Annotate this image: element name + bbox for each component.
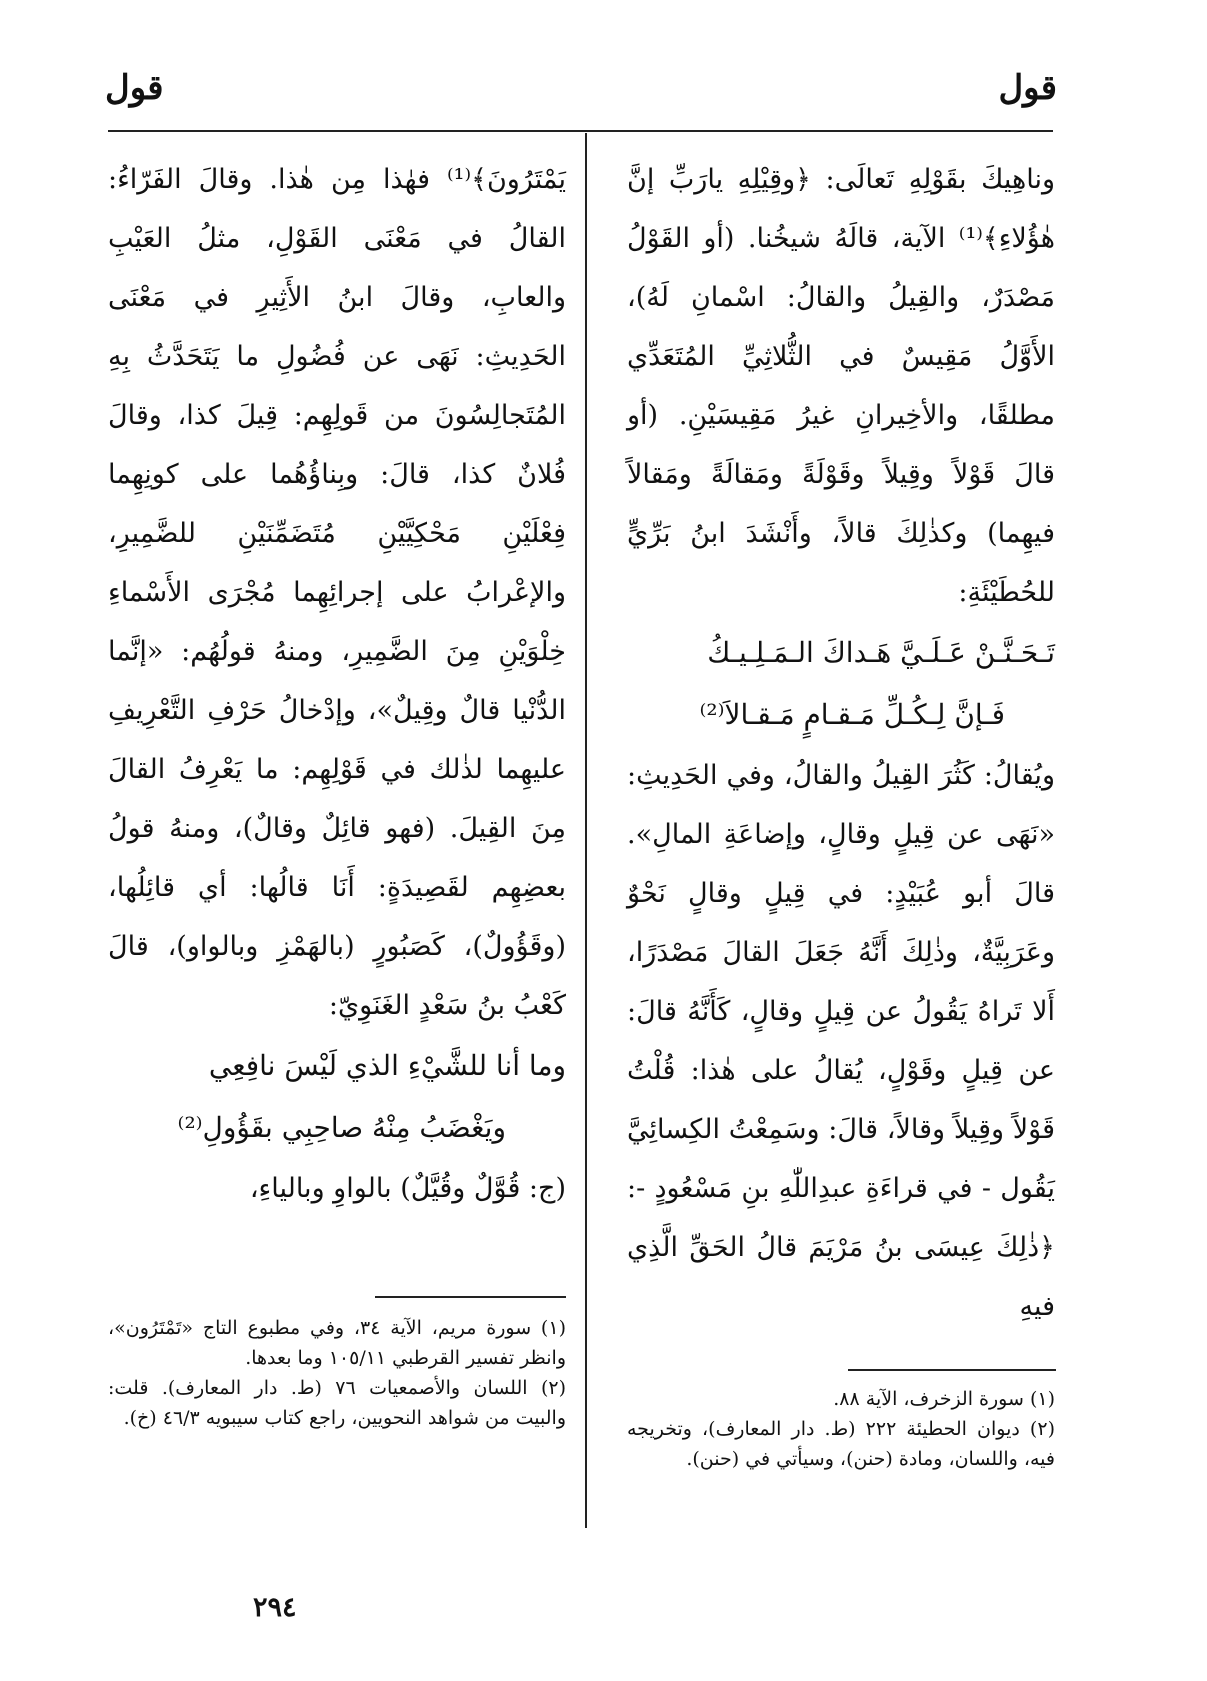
left-verse-line-1: وما أنا للشَّيْءِ الذي لَيْسَ نافِعِي <box>208 1049 566 1082</box>
left-column <box>108 150 566 1218</box>
left-verse-line-2: ويَغْضَبُ مِنْهُ صاحِبِي بقَؤُولِ⁽²⁾ <box>177 1111 506 1144</box>
page-number: ٢٩٤ <box>253 1592 297 1623</box>
right-paragraph-1: وناهِيكَ بقَوْلِهِ تَعالَى: ﴿وقِيْلِهِ يارَبِّ إنَّ هٰؤُلاءِ﴾⁽¹⁾ الآية، قالَهُ شيخُنا. (أو القَوْلُ مَصْدَرٌ، والقِيلُ والقالُ: اسْمانِ لَهُ)، الأَوَّلُ مَقِيسٌ في الثُّلاثِيِّ المُتَعَدِّي مطلقًا، والأخِيرانِ غيرُ مَقِيسَيْنِ. (أو قالَ قَوْلاً وقِيلاً وقَوْلَةً ومَقالَةً ومَقالاً فيهِما) وكذٰلِكَ قالاً، وأَنْشَدَ ابنُ بَرِّيٍّ للحُطَيْئَةِ: <box>627 164 1055 608</box>
column-divider <box>585 133 587 1528</box>
footnotes-right <box>627 1384 1055 1474</box>
header-rule <box>108 130 1053 132</box>
footnote-left-2: (٢) اللسان والأصمعيات ٧٦ (ط. دار المعارف). قلت: والبيت من شواهد النحويين، راجع كتاب سيبويه ٤٦/٣ (خ). <box>108 1377 566 1429</box>
footnote-rule-right <box>848 1369 1056 1371</box>
right-verse-line-2: فَـإنَّ لِـكُـلِّ مَـقـامٍ مَـقـالاَ⁽²⁾ <box>699 698 1005 731</box>
footnote-right-1: (١) سورة الزخرف، الآية ٨٨. <box>833 1388 1055 1410</box>
footnote-right-2: (٢) ديوان الحطيئة ٢٢٢ (ط. دار المعارف)، وتخريجه فيه، واللسان، ومادة (حنن)، وسيأتي في (حنن). <box>627 1418 1055 1470</box>
running-header-right: قول <box>998 68 1057 108</box>
footnote-rule-left <box>375 1296 566 1298</box>
left-paragraph-1: يَمْتَرُونَ﴾⁽¹⁾ فهٰذا مِن هٰذا. وقالَ الفَرّاءُ: القالُ في مَعْنَى القَوْلِ، مثلُ العَيْبِ والعابِ، وقالَ ابنُ الأَثِيرِ في مَعْنَى الحَدِيثِ: نَهَى عن فُضُولِ ما يَتَحَدَّثُ بِهِ المُتَجالِسُونَ من قَولِهِم: قِيلَ كذا، وقالَ فُلانٌ كذا، قالَ: وبِناؤُهُما على كونِهِما فِعْلَيْنِ مَحْكِيَّيْنِ مُتَضَمِّنَيْنِ للضَّمِيرِ، والإعْرابُ على إجرائِهِما مُجْرَى الأَسْماءِ خِلْوَيْنِ مِنَ الضَّمِيرِ، ومنهُ قولُهُم: «إنَّما الدُّنْيا قالٌ وقِيلٌ»، وإدْخالُ حَرْفِ التَّعْرِيفِ عليهِما لذٰلك في قَوْلِهِم: ما يَعْرِفُ القالَ مِنَ القِيلَ. (فهو قائِلٌ وقالٌ)، ومنهُ قولُ بعضِهِم لقَصِيدَةٍ: أَنَا قالُها: أي قائِلُها، (وقَؤُولٌ)، كَصَبُورٍ (بالهَمْزِ وبالواو)، قالَ كَعْبُ بنُ سَعْدٍ الغَنَوِيّ: <box>108 164 566 1021</box>
right-paragraph-2: ويُقالُ: كَثُرَ القِيلُ والقالُ، وفي الحَدِيثِ: «نَهَى عن قِيلٍ وقالٍ، وإضاعَةِ المالِ». قالَ أبو عُبَيْدٍ: في قِيلٍ وقالٍ نَحْوٌ وعَرَبِيَّةٌ، وذٰلِكَ أَنَّهُ جَعَلَ القالَ مَصْدَرًا، أَلا تَراهُ يَقُولُ عن قِيلٍ وقالٍ، كَأَنَّهُ قالَ: عن قِيلٍ وقَوْلٍ، يُقالُ على هٰذا: قُلْتُ قَوْلاً وقِيلاً وقالاً، قالَ: وسَمِعْتُ الكِسائِيَّ يَقُول - في قراءَةِ عبدِاللّٰهِ بنِ مَسْعُودٍ -: ﴿ذٰلِكَ عِيسَى بنُ مَرْيَمَ قالُ الحَقِّ الَّذِي فيهِ <box>627 760 1055 1322</box>
left-paragraph-2: (ج: قُوَّلٌ وقُيَّلٌ) بالواوِ وبالياءِ، <box>249 1173 566 1204</box>
running-header-left: قول <box>105 68 164 108</box>
footnote-left-1: (١) سورة مريم، الآية ٣٤، وفي مطبوع التاج «تَمْتَرُون»، وانظر تفسير القرطبي ١٠٥/١١ وما بعدها. <box>108 1317 566 1369</box>
footnotes-left <box>108 1313 566 1433</box>
right-verse-line-1: تَـحَـنَّـنْ عَـلَـيَّ هَـداكَ الـمَـلِـيـكُ <box>707 636 1055 669</box>
right-column <box>627 150 1055 1336</box>
